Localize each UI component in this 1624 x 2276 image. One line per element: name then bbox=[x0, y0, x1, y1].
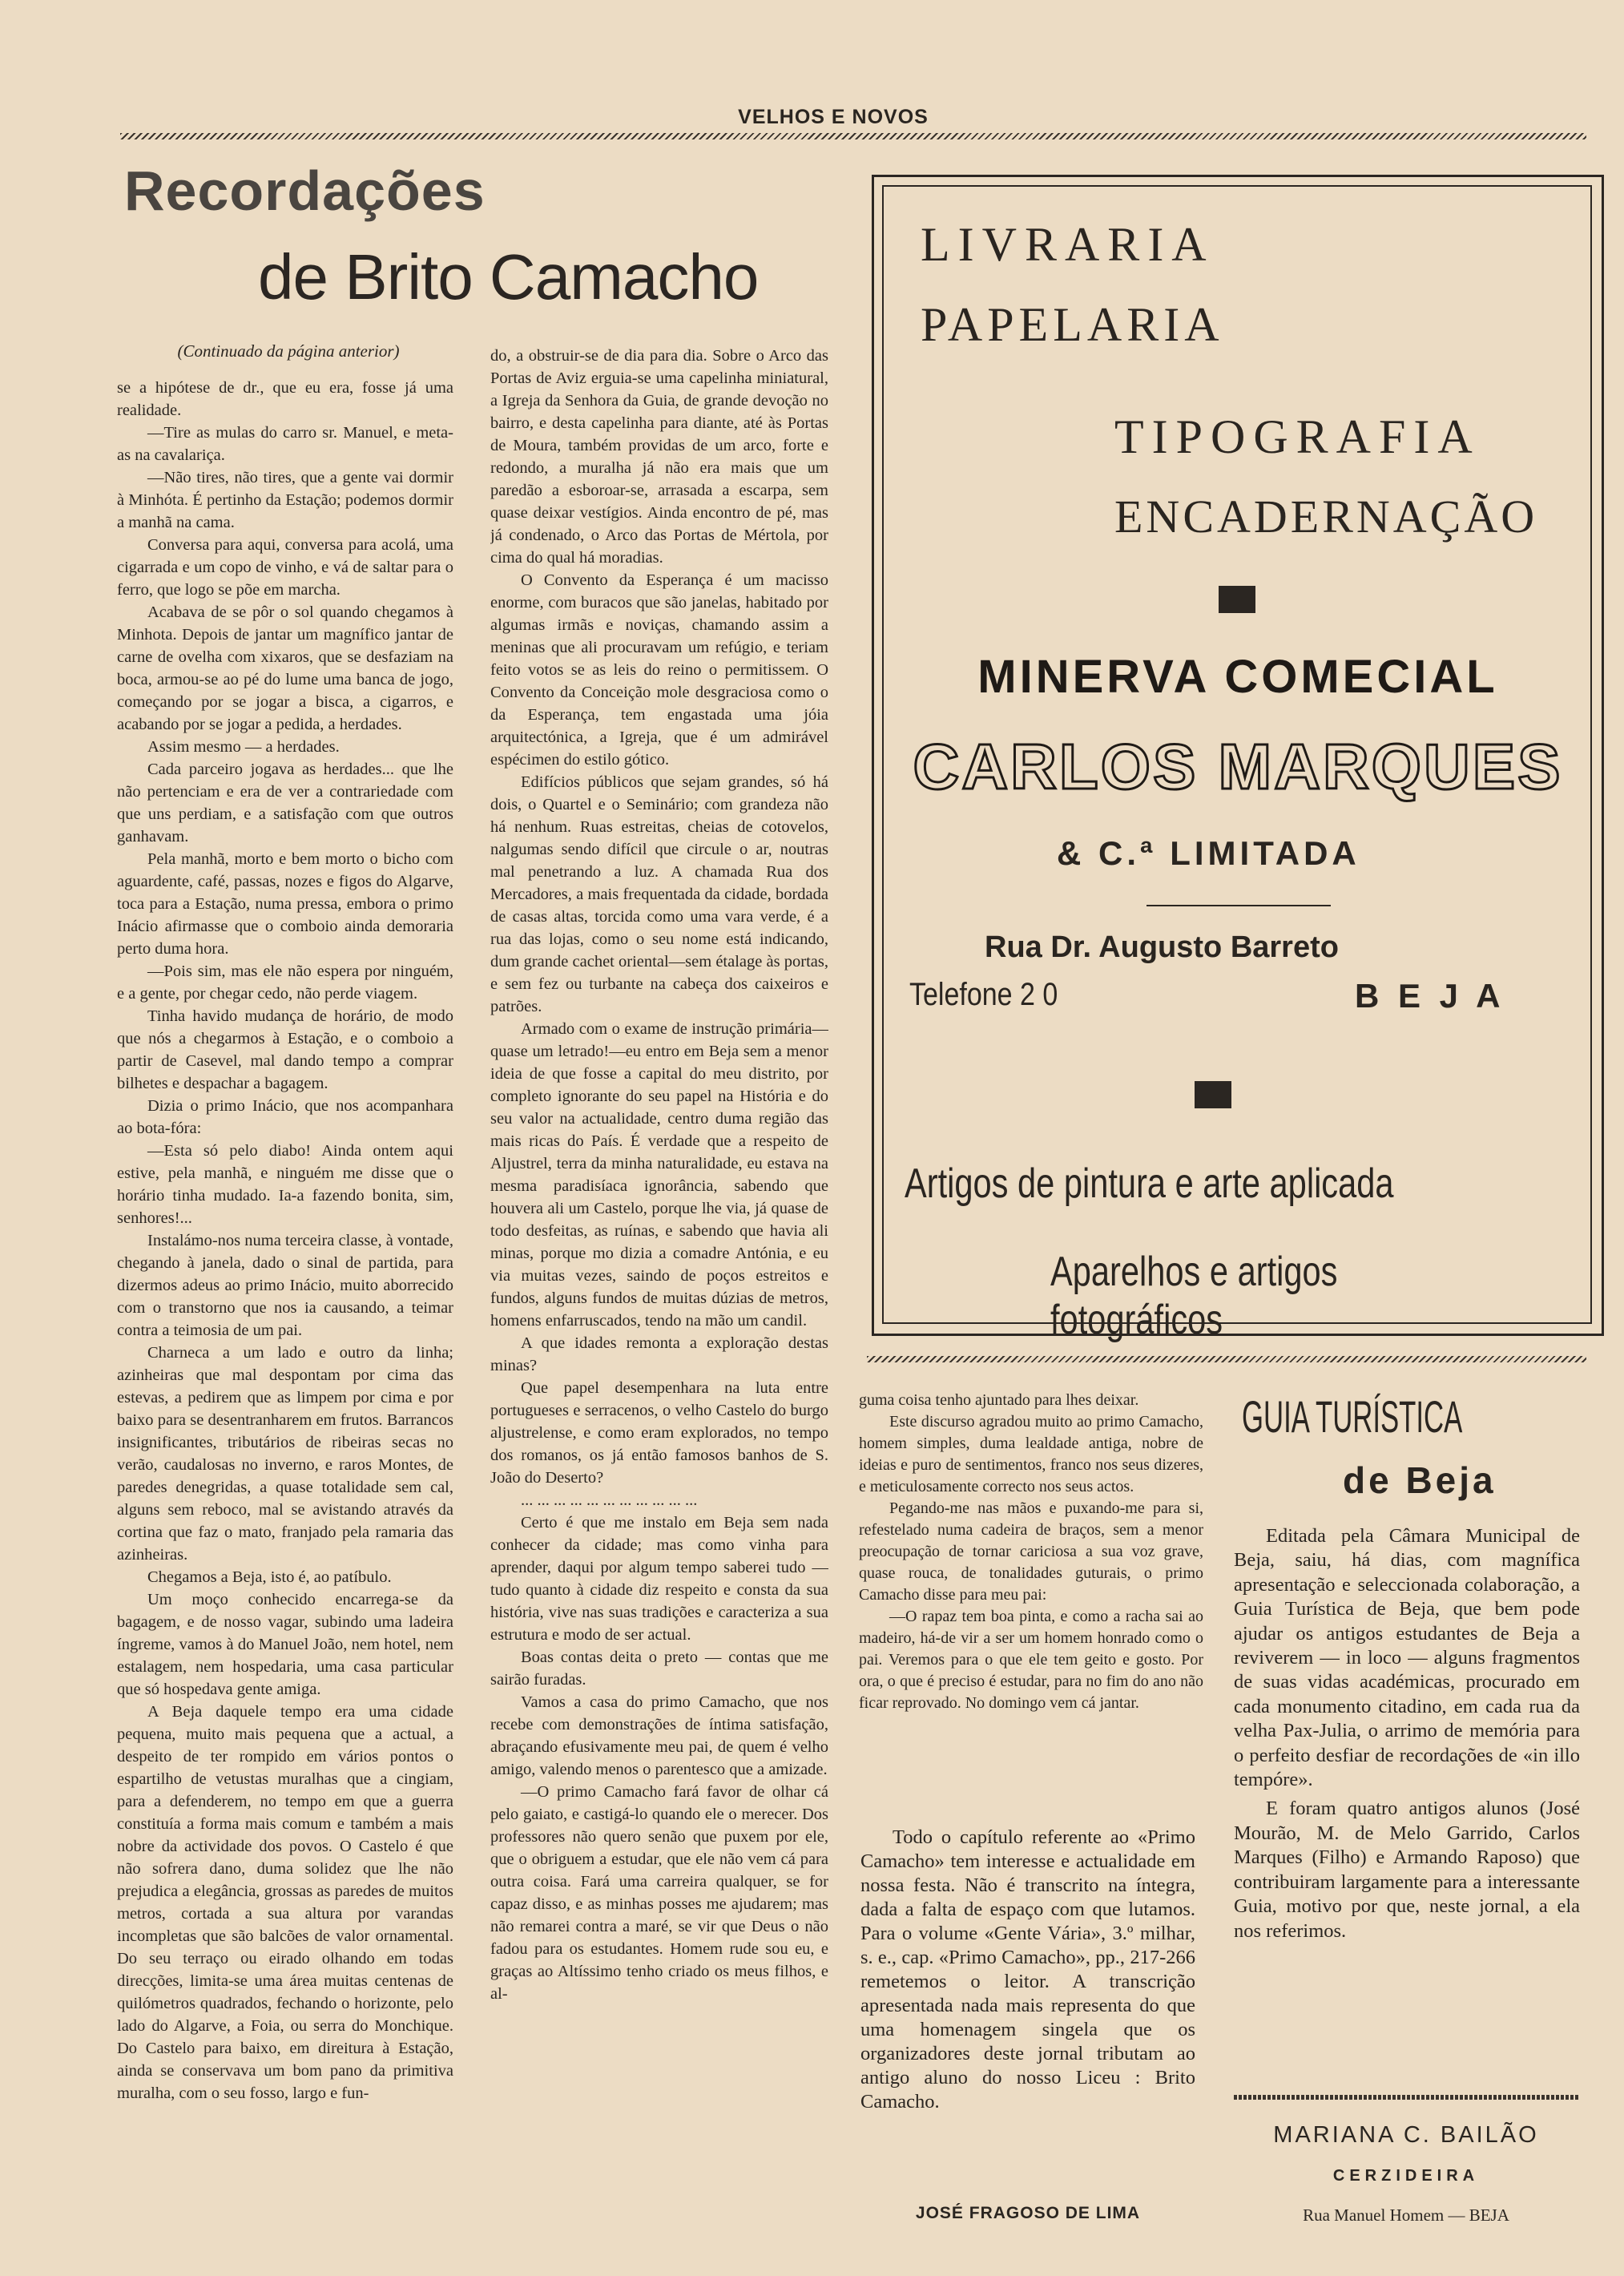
paragraph: A que idades remonta a exploração destas minas? bbox=[490, 1334, 828, 1374]
small-ad-address: Rua Manuel Homem — BEJA bbox=[1303, 2205, 1509, 2225]
paragraph: guma coisa tenho ajuntado para lhes deixar. bbox=[859, 1391, 1139, 1409]
guia-title: GUIA TURÍSTICA bbox=[1242, 1391, 1463, 1442]
article-subtitle: de Brito Camacho bbox=[258, 241, 759, 313]
ad-company-name: CARLOS MARQUES bbox=[913, 731, 1563, 802]
ad-city: B E J A bbox=[1355, 977, 1505, 1015]
paragraph: Charneca a um lado e outro da linha; azinheiras que mal despontam por cima das estevas, a pedirem que as limpem por cima e por baixo para se desentranharem em frutos. Barrancos insignificantes, tributários de ribeiras secas no verão, caudalosas no inverno, e raros Montes, de paredes denegridas, a quase totalidade sem cal, alguns sem reboco, mal se avistando através da cortina que faz o mato, franjado pela ramaria das azinheiras. bbox=[117, 1344, 453, 1564]
paragraph: —Pois sim, mas ele não espera por ninguém, e a gente, por chegar cedo, não perde viagem. bbox=[117, 962, 453, 1003]
paragraph: Pegando-me nas mãos e puxando-me para si, refestelado numa cadeira de braços, sem a menor preocupação de tornar cariciosa a sua voz grave, quase rouca, de tonalidades guturais, o primo Camacho disse para meu pai: bbox=[859, 1499, 1203, 1604]
paragraph: Vamos a casa do primo Camacho, que nos recebe com demonstrações de íntima satisfação, abraçando efusivamente meu pai, de quem é velho amigo, valendo menos o parentesco que a amizade. bbox=[490, 1693, 828, 1778]
paragraph: Editada pela Câmara Municipal de Beja, saiu, há dias, com magnífica apresentação e seleccionada colaboração, a Guia Turística de Beja, que bem pode ajudar os antigos estudantes de Beja a reviverem — in loco — alguns fragmentos de suas vidas académicas, procurado em cada monumento citadino, em cada rua da velha Pax-Julia, o arrimo de memória para o perfeito desfiar de recordações de «in illo tempóre». bbox=[1234, 1525, 1580, 1791]
decorative-square-icon bbox=[1195, 1081, 1231, 1108]
continued-note: (Continuado da página anterior) bbox=[177, 341, 400, 361]
article-column-3 bbox=[859, 1390, 1203, 1806]
section-rule bbox=[867, 1356, 1586, 1362]
header-rule bbox=[120, 133, 1586, 139]
paragraph: —Não tires, não tires, que a gente vai dormir à Minhóta. É pertinho da Estação; podemos dormir a manhã na cama. bbox=[117, 469, 453, 531]
small-ad-name: MARIANA C. BAILÃO bbox=[1273, 2122, 1539, 2148]
paragraph: A Beja daquele tempo era uma cidade pequena, muito mais pequena que a actual, a despeito de ter rompido em vários pontos o espartilho de vetustas muralhas que a cingiam, para a defenderem, no tempo em que a guerra constituía a forma mais comum e também a mais nobre da actividade dos povos. O Castelo é que não sofrera dano, duma solidez que lhe não prejudica a elegância, grossas as paredes de muitos metros, cortada a sua altura por varandas incompletas que são balcões de valor ornamental. Do seu terraço ou eirado olhando em todas direcções, limita-se uma área muitas centenas de quilómetros quadrados, fechando o horizonte, pelo lado do Algarve, a Foia, ou serra do Monchique. Do Castelo para baixo, em direitura à Estação, ainda se conservava um bom pano da primitiva muralha, com o seu fosso, largo e fun- bbox=[117, 1703, 453, 2102]
paragraph: Acabava de se pôr o sol quando chegamos à Minhota. Depois de jantar um magnífico jantar de carne de ovelha com xixaros, que se desfaziam na boca, armou-se ao pé do lume uma banca de jogo, começando por se jogar a bisca, a cigarros, e acabando por se jogar a pedida, a herdades. bbox=[117, 603, 453, 733]
article-column-2 bbox=[490, 345, 828, 2240]
paragraph: Que papel desempenhara na luta entre portugueses e serracenos, o velho Castelo do burgo aljustrelense, e como eram explorados, no tempo dos romanos, os já então famosos banhos de S. João do Deserto? bbox=[490, 1379, 828, 1487]
paragraph: Boas contas deita o preto — contas que me sairão furadas. bbox=[490, 1648, 828, 1689]
paragraph: —Tire as mulas do carro sr. Manuel, e meta-as na cavalariça. bbox=[117, 424, 453, 464]
ad-telephone: Telefone 2 0 bbox=[909, 977, 1058, 1012]
paragraph: Dizia o primo Inácio, que nos acompanhara ao bota-fóra: bbox=[117, 1097, 453, 1137]
guia-text bbox=[1234, 1524, 1580, 1943]
ad-address: Rua Dr. Augusto Barreto bbox=[985, 930, 1339, 964]
ad-artigos-pintura: Artigos de pintura e arte aplicada bbox=[905, 1160, 1394, 1207]
paragraph: Pela manhã, morto e bem morto o bicho com aguardente, café, passas, nozes e figos do Algarve, toca para a Estação, numa pressa, embora o primo Inácio afirmasse que o comboio ainda demoraria perto duma hora. bbox=[117, 850, 453, 958]
article-column-1 bbox=[117, 377, 453, 2240]
paragraph: —O primo Camacho fará favor de olhar cá pelo gaiato, e castigá-lo quando ele o merecer. Dos professores não quero senão que puxem por ele, que o obriguem a estudar, que ele não vem cá para outra coisa. Fará uma carreira qualquer, se for capaz disso, e as minhas posses me ajudarem; mas não remarei contra a maré, se vir que Deus o não fadou para os estudantes. Homem rude sou eu, e graças ao Altíssimo tenho criado os meus filhos, e al- bbox=[490, 1783, 828, 2003]
ad-livraria: LIVRARIA bbox=[921, 218, 1215, 271]
paragraph: Armado com o exame de instrução primária—quase um letrado!—eu entro em Beja sem a menor ideia de que fosse a capital do meu distrito, por completo ignorante do seu papel na História e do seu valor na actualidade, centro duma região das mais ricas do País. É verdade que a respeito de Aljustrel, terra da minha naturalidade, eu estava na mesma paradisíaca ignorância, sabendo que houvera ali um Castelo, porque lhe via, já quase de todo desfeitas, as ruínas, e sabendo que havia ali minas, porque mo dizia a comadre Antónia, e eu via muitas vezes, saindo de poços estreitos e fundos, alguns fundos de muitas dúzias de metros, homens enfarruscados, tendo na mão um candil. bbox=[490, 1020, 828, 1330]
paragraph: Certo é que me instalo em Beja sem nada conhecer da cidade; mas como vinha para aprender, daqui por algum tempo saberei tudo — tudo quanto à cidade diz respeito e consta da sua história, vive nas suas tradições e caracteriza a sua estrutura e modo de ser actual. bbox=[490, 1514, 828, 1644]
author-signature: JOSÉ FRAGOSO DE LIMA bbox=[915, 2204, 1141, 2222]
small-ad-rule bbox=[1234, 2095, 1578, 2100]
paragraph: se a hipótese de dr., que eu era, fosse já uma realidade. bbox=[117, 379, 453, 419]
running-head: VELHOS E NOVOS bbox=[738, 106, 929, 128]
bookshop-advertisement bbox=[872, 175, 1604, 1343]
decorative-square-icon bbox=[1219, 586, 1255, 613]
paragraph: Chegamos a Beja, isto é, ao patíbulo. bbox=[147, 1568, 392, 1586]
paragraph: Instalámo-nos numa terceira classe, à vontade, chegando à janela, dado o sinal de partida, para dizermos adeus ao primo Inácio, muito aborrecido com o transtorno que nos ia causando, a teimar contra a teimosia de um pai. bbox=[117, 1232, 453, 1339]
small-ad-trade: CERZIDEIRA bbox=[1332, 2167, 1480, 2185]
paragraph: Edifícios públicos que sejam grandes, só há dois, o Quartel e o Seminário; com grandeza não há nenhum. Ruas estreitas, cheias de cotovelos, nalgumas sendo difícil que circule o ar, noutras mal penetrando a luz. A chamada Rua dos Mercadores, a mais frequentada da cidade, bordada de casas altas, torcida como uma vara verde, é a rua das lojas, como o seu nome está indicando, dum grande cachet oriental—sem étalage às portas, e sem fez ou turbante na cabeça dos caixeiros e patrões. bbox=[490, 773, 828, 1015]
ad-limitada: & C.ª LIMITADA bbox=[1057, 834, 1360, 872]
paragraph: do, a obstruir-se de dia para dia. Sobre o Arco das Portas de Aviz erguia-se uma capelinha miniatural, a Igreja da Senhora da Guia, de grande devoção no bairro, e desta capelinha para diante, até às Portas de Moura, também providas de um arco, forte e redondo, a muralha já não era mais que um paredão a esboroar-se, arrasada a escarpa, sem quase deixar vestígios. Ainda encontro de pé, mas já condenado, o Arco das Portas de Mértola, por cima do qual há moradias. bbox=[490, 347, 828, 567]
paragraph: O Convento da Esperança é um macisso enorme, com buracos que são janelas, habitado por algumas irmãs e noviças, chamando assim a meninas que ali procuravam um refúgio, e teriam feito votos se as leis do reino o permitissem. O Convento da Conceição mole desgraciosa como o da Esperança, tem engastada uma jóia arquitectónica, a Igreja, que é um admirável espécimen do estilo gótico. bbox=[490, 571, 828, 769]
ad-encadernacao: ENCADERNAÇÃO bbox=[1114, 490, 1538, 543]
article-title: Recordações bbox=[124, 159, 486, 222]
paragraph: ... ... ... ... ... ... ... ... ... ... ... bbox=[521, 1491, 698, 1509]
paragraph: E foram quatro antigos alunos (José Mourão, M. de Melo Garrido, Carlos Marques (Filho) e Armando Raposo) que contribuiram largamente para a interessante Guia, motivo por que, neste jornal, a ela nos referimos. bbox=[1234, 1798, 1580, 1942]
paragraph: Cada parceiro jogava as herdades... que lhe não pertenciam e era de ver a contrariedade com que uns perdiam, e a satisfação com que outros ganhavam. bbox=[117, 761, 453, 845]
editorial-note: Todo o capítulo referente ao «Primo Camacho» tem interesse e actualidade em nossa festa. Não é transcrito na íntegra, dada a falta de espaço com que lutamos. Para o volume «Gente Vária», 3.º milhar, s. e., cap. «Primo Camacho», pp., 217-266 remetemos o leitor. A transcrição apresentada nada mais representa do que uma homenagem singela que os organizadores deste jornal tributam ao antigo aluno do nosso Liceu : Brito Camacho. bbox=[860, 1826, 1195, 2113]
ad-artigos-fotograficos: Aparelhos e artigos fotográficos bbox=[1050, 1249, 1338, 1343]
paragraph: Um moço conhecido encarrega-se da bagagem, e de nosso vagar, subindo uma ladeira íngreme, vamos à do Manuel João, nem hotel, nem estalagem, nem hospedaria, uma casa particular que só hospedava gente amiga. bbox=[117, 1591, 453, 1698]
paragraph: Tinha havido mudança de horário, de modo que nós a chegarmos à Estação, e o comboio a partir de Casevel, mal dando tempo a comprar bilhetes e despachar a bagagem. bbox=[117, 1007, 453, 1092]
ad-tipografia: TIPOGRAFIA bbox=[1114, 410, 1481, 463]
paragraph: Assim mesmo — a herdades. bbox=[147, 738, 340, 756]
paragraph: —Esta só pelo diabo! Ainda ontem aqui estive, pela manhã, e ninguém me disse que o horário tinha mudado. Ia-a fazendo bonita, sim, senhores!... bbox=[117, 1142, 453, 1227]
guia-subtitle: de Beja bbox=[1343, 1459, 1497, 1501]
ad-minerva: MINERVA COMECIAL bbox=[977, 651, 1498, 703]
paragraph: Conversa para aqui, conversa para acolá, uma cigarrada e um copo de vinho, e vá de saltar para o ferro, que logo se põe em marcha. bbox=[117, 536, 453, 599]
paragraph: —O rapaz tem boa pinta, e como a racha sai ao madeiro, há-de vir a ser um homem honrado como o pai. Veremos para o que ele tem geito e gosto. Por ora, o que é preciso é estudar, para no fim do ano não ficar reprovado. No domingo vem cá jantar. bbox=[859, 1608, 1203, 1712]
ad-papelaria: PAPELARIA bbox=[921, 298, 1224, 351]
paragraph: Este discurso agradou muito ao primo Camacho, homem simples, duma lealdade antiga, nobre de ideias e puro de sentimentos, franco nos seus dizeres, e meticulosamente correcto nos seus actos. bbox=[859, 1413, 1203, 1495]
ad-short-rule bbox=[1146, 905, 1331, 906]
